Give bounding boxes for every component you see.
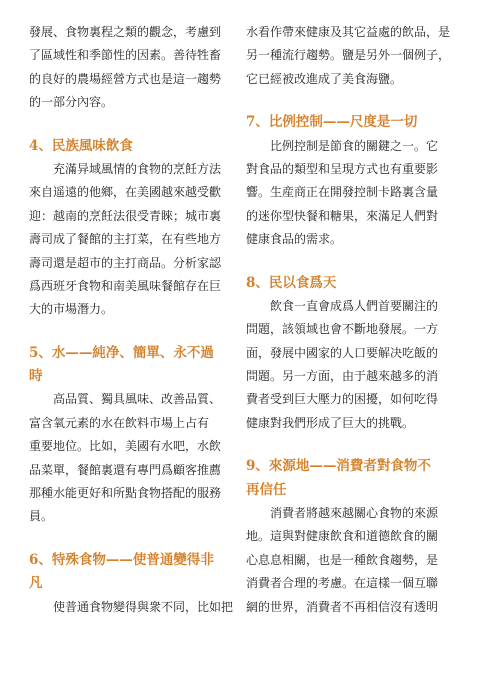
intro-line: 另一種流行趨勢。鹽是另外一個例子， — [246, 48, 451, 63]
section-8-line: 費者受到巨大壓力的困擾，如何吃得 — [246, 392, 439, 407]
section-5-heading: 5、水——純净、簡單、永不過 — [29, 344, 214, 361]
section-4-line: 壽司還是超市的主打商品。分析家認 — [29, 255, 222, 270]
section-9-line: 心息息相關，也是一種飲食趨勢，是 — [246, 552, 439, 567]
section-7-line: 對食品的類型和呈現方式也有重要影 — [246, 161, 439, 176]
section-4-line: 迎：越南的烹飪法很受青睞；城市裏 — [29, 208, 222, 223]
intro-line: 水看作帶來健康及其它益處的飲品，是 — [246, 25, 451, 39]
section-7-line: 的迷你型快餐和糖果，來滿足人們對 — [246, 208, 439, 223]
section-5-line: 那種水能更好和所點食物搭配的服務 — [29, 486, 222, 501]
section-8-line: 面，發展中國家的人口要解决吃飯的 — [246, 345, 439, 360]
section-9-line: 地。這與對健康飲食和道德飲食的關 — [246, 529, 439, 544]
section-9-heading-cont: 再信任 — [246, 481, 287, 498]
section-5-line: 品菜單，餐館裏還有專門爲顧客推薦 — [29, 462, 222, 477]
section-6-heading: 6、特殊食物——使普通變得非 — [29, 551, 214, 568]
section-6-heading-cont: 凡 — [29, 575, 43, 592]
section-7-line: 響。生産商正在開發控制卡路裏含量 — [246, 185, 439, 200]
intro-line: 的一部分內容。 — [29, 95, 114, 110]
section-4-line: 充滿异域風情的食物的烹飪方法 — [53, 161, 222, 176]
section-8-line: 問題。另一方面，由于越來越多的消 — [246, 369, 439, 384]
section-4-line: 爲西班牙食物和南美風味餐館存在巨 — [29, 278, 222, 293]
section-5-line: 員。 — [29, 509, 54, 524]
section-7-line: 健康食品的需求。 — [246, 232, 343, 247]
section-8-line: 飲食一直會成爲人們首要關注的 — [270, 298, 439, 313]
section-5-line: 富含氧元素的水在飲料市場上占有 — [29, 415, 210, 430]
section-8-heading: 8、民以食爲天 — [246, 274, 337, 291]
intro-line: 它已經被改進成了美食海鹽。 — [246, 71, 403, 86]
section-6-line: 使普通食物變得與衆不同，比如把 — [53, 599, 234, 614]
section-4-line: 壽司成了餐館的主打菜，在有些地方 — [29, 232, 222, 247]
intro-line: 發展、食物裏程之類的觀念，考慮到 — [29, 25, 222, 39]
section-5-line: 重要地位。比如，美國有水吧，水飲 — [29, 439, 222, 454]
section-4-line: 大的市場潛力。 — [29, 302, 114, 317]
intro-line: 了區域性和季節性的因素。善待牲畜 — [29, 48, 222, 63]
section-7-heading: 7、比例控制——尺度是一切 — [246, 114, 418, 131]
left-column — [29, 21, 236, 619]
section-8-line: 健康對我們形成了巨大的挑戰。 — [246, 415, 415, 430]
section-7-line: 比例控制是節食的關鍵之一。它 — [270, 138, 439, 153]
section-9-heading: 9、來源地——消費者對食物不 — [246, 458, 431, 475]
right-column — [246, 21, 453, 619]
section-4-heading: 4、民族風味飲食 — [29, 137, 133, 154]
section-5-line: 高品質、獨具風味、改善品質、 — [53, 392, 222, 407]
section-5-heading-cont: 時 — [29, 368, 43, 385]
section-9-line: 網的世界，消費者不再相信沒有透明 — [246, 599, 439, 614]
section-9-line: 消費者合理的考慮。在這樣一個互聯 — [246, 576, 439, 591]
section-8-line: 問題，該領域也會不斷地發展。一方 — [246, 322, 439, 337]
section-4-line: 來自遥遠的他鄉，在美國越來越受歡 — [29, 185, 222, 200]
intro-line: 的良好的農場經營方式也是這一趨勢 — [29, 71, 222, 86]
section-9-line: 消費者將越來越關心食物的來源 — [270, 506, 439, 521]
